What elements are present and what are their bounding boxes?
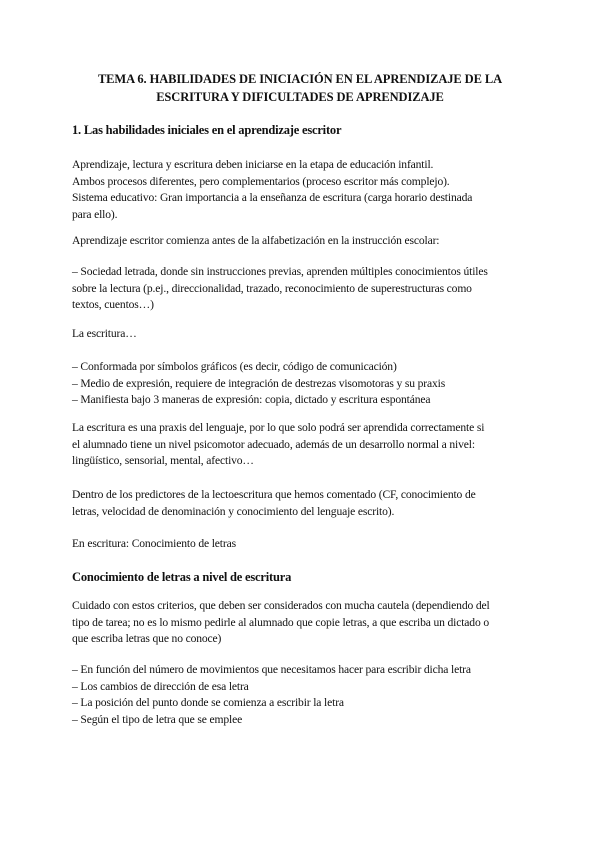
list-item: – En función del número de movimientos que necesitamos hacer para escribir dicha letra [72, 663, 471, 676]
title-line-1: TEMA 6. HABILIDADES DE INICIACIÓN EN EL APRENDIZAJE DE LA [97, 72, 503, 86]
paragraph-3-line-3: textos, cuentos…) [72, 298, 154, 312]
list-item: – Medio de expresión, requiere de integración de destrezas visomotoras y su praxis [72, 376, 446, 390]
list-item: – Según el tipo de letra que se emplee [72, 712, 243, 726]
list-item: – Conformada por símbolos gráficos (es decir, código de comunicación) [72, 360, 397, 373]
list-item: – La posición del punto donde se comienza a escribir la letra [72, 696, 344, 710]
paragraph-8-line-1: Cuidado con estos criterios, que deben ser considerados con mucha cautela (dependiendo del [72, 599, 490, 612]
paragraph-2-line-1: Aprendizaje escritor comienza antes de la alfabetización en la instrucción escolar: [72, 234, 440, 247]
list-2 [72, 662, 522, 728]
section-2-heading: Conocimiento de letras a nivel de escritura [72, 570, 292, 584]
list-item: – Manifiesta bajo 3 maneras de expresión: copia, dictado y escritura espontánea [72, 393, 431, 407]
paragraph-4 [72, 326, 522, 343]
paragraph-3-line-1: – Sociedad letrada, donde sin instrucciones previas, aprenden múltiples conocimientos útiles [72, 265, 488, 278]
paragraph-1 [72, 157, 522, 223]
paragraph-5-line-2: el alumnado tiene un nivel psicomotor adecuado, además de un desarrollo normal a nivel: [72, 437, 475, 451]
list-1 [72, 359, 522, 409]
paragraph-8-line-2: tipo de tarea; no es lo mismo pedirle al alumnado que copie letras, a que escriba un dictado o [72, 615, 489, 629]
paragraph-8-line-3: que escriba letras que no conoce) [72, 632, 222, 646]
paragraph-1-line-4: para ello). [72, 207, 118, 221]
paragraph-1-line-3: Sistema educativo: Gran importancia a la enseñanza de escritura (carga horario destinada [72, 191, 473, 205]
title-line-2: ESCRITURA Y DIFICULTADES DE APRENDIZAJE [156, 90, 444, 104]
paragraph-3-line-2: sobre la lectura (p.ej., direccionalidad, trazado, reconocimiento de superestructuras como [72, 281, 472, 295]
paragraph-8 [72, 598, 522, 648]
section-1-heading: 1. Las habilidades iniciales en el aprendizaje escritor [72, 123, 342, 137]
paragraph-1-line-1: Aprendizaje, lectura y escritura deben iniciarse en la etapa de educación infantil. [72, 158, 434, 171]
document-title [72, 70, 528, 106]
paragraph-7-line-1: En escritura: Conocimiento de letras [72, 537, 236, 550]
paragraph-2 [72, 233, 522, 250]
paragraph-6 [72, 487, 522, 520]
paragraph-5-line-3: lingüístico, sensorial, mental, afectivo… [72, 454, 254, 468]
paragraph-1-line-2: Ambos procesos diferentes, pero complementarios (proceso escritor más complejo). [72, 174, 450, 188]
list-item: – Los cambios de dirección de esa letra [72, 679, 249, 693]
paragraph-5-line-1: La escritura es una praxis del lenguaje, por lo que solo podrá ser aprendida correctamente si [72, 421, 485, 434]
paragraph-5 [72, 420, 522, 470]
paragraph-4-line-1: La escritura… [72, 327, 137, 340]
paragraph-7 [72, 536, 522, 553]
paragraph-6-line-2: letras, velocidad de denominación y conocimiento del lenguaje escrito). [72, 504, 395, 518]
paragraph-6-line-1: Dentro de los predictores de la lectoescritura que hemos comentado (CF, conocimiento de [72, 488, 476, 501]
paragraph-3 [72, 264, 522, 314]
